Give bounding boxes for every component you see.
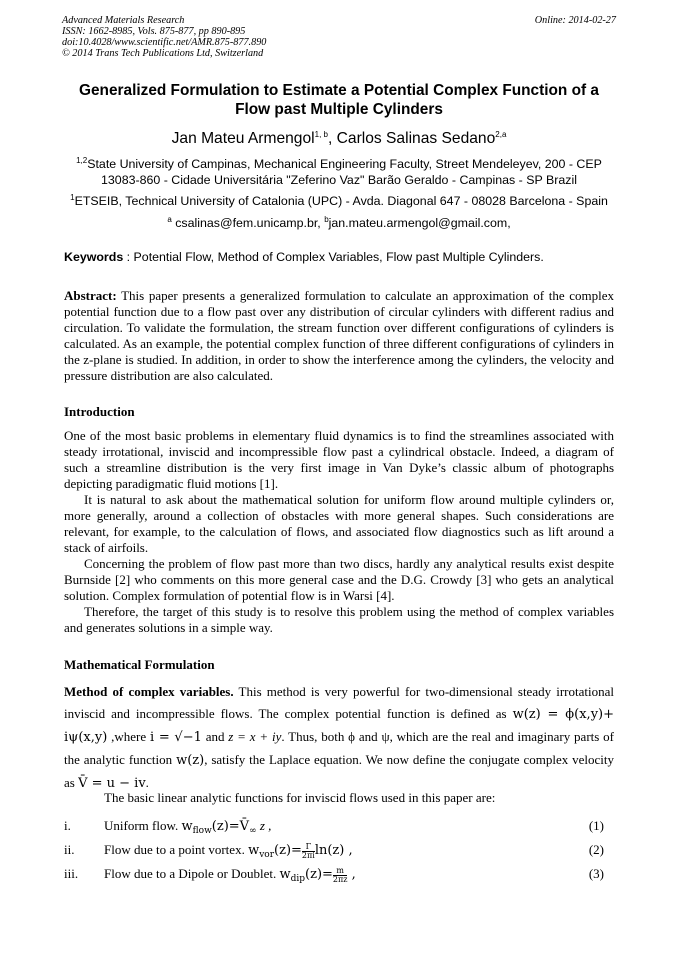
eq3-lhs: w bbox=[279, 867, 291, 882]
intro-paragraph-3: Concerning the problem of flow past more than two discs, hardly any analytical results exist despite Burnside [2] who comments on this more general case and the D.G. Crowdy [3] who gets an analytical solution. Complex formulation of potential flow is in Warsi [4]. bbox=[64, 556, 614, 603]
eq2-rhs: (z)= bbox=[274, 843, 302, 858]
math-paragraph-1 bbox=[64, 681, 614, 795]
eq3-sub: dip bbox=[290, 874, 306, 884]
math-text-e: , satisfy the Laplace equation. We now define the conjugate complex velocity as bbox=[64, 752, 614, 790]
math-text-d: . Thus, both ϕ and ψ, which are the real and imaginary parts of the analytic function bbox=[64, 729, 614, 767]
math-text-c: and bbox=[201, 729, 229, 744]
eq2-text bbox=[104, 842, 353, 860]
math-heading: Mathematical Formulation bbox=[64, 657, 215, 672]
eq3-rhs2: , bbox=[347, 867, 356, 882]
doi: doi:10.4028/www.scientific.net/AMR.875-877.890 bbox=[62, 37, 267, 48]
eq1-rhs: (z)=V̄ bbox=[211, 819, 250, 834]
eq2-sub: vor bbox=[259, 850, 275, 860]
affiliation-2 bbox=[62, 193, 616, 209]
eq1-rhs2: z , bbox=[256, 818, 272, 833]
intro-paragraph-2: It is natural to ask about the mathematical solution for uniform flow around multiple cylinders or, more generally, around a collection of obstacles with more general shapes. Such considerations are relevant, for example, to the calculation of flows, and associated flow diagnostics such as lift around a stack of airfoils. bbox=[64, 492, 614, 555]
eq2-rhs2: ln(z) , bbox=[314, 843, 353, 858]
eq1-inf: ∞ bbox=[249, 826, 257, 836]
eq3-label: Flow due to a Dipole or Doublet. bbox=[104, 866, 280, 881]
eq3-number: (3) bbox=[588, 866, 604, 881]
aff2-sup: 1 bbox=[70, 192, 75, 202]
paper-title: Generalized Formulation to Estimate a Potential Complex Function of a Flow past Multiple Cylinders bbox=[79, 82, 599, 118]
w-function: w(z) bbox=[176, 753, 205, 768]
equation-1 bbox=[64, 818, 614, 840]
aff2-text: ETSEIB, Technical University of Catalonia (UPC) - Avda. Diagonal 647 - 08028 Barcelona - Spain bbox=[74, 194, 608, 208]
email-a: csalinas@fem.unicamp.br, bbox=[171, 216, 325, 230]
abstract-label: Abstract: bbox=[64, 288, 117, 303]
eq2-number: (2) bbox=[588, 842, 604, 857]
eq1-label: Uniform flow. bbox=[104, 818, 182, 833]
eq1-text bbox=[104, 818, 271, 836]
equation-2 bbox=[64, 842, 614, 864]
aff1-line1: State University of Campinas, Mechanical Engineering Faculty, Street Mendeleyev, 200 - CEP bbox=[87, 157, 602, 171]
math-subheading: Method of complex variables. bbox=[64, 684, 234, 699]
journal-name: Advanced Materials Research bbox=[62, 15, 185, 26]
author-1: Jan Mateu Armengol bbox=[171, 130, 315, 147]
aff1-line2: 13083-860 - Cidade Universitária "Zeferino Vaz" Barão Geraldo - Campinas - SP Brazil bbox=[101, 173, 577, 187]
keywords-text: Potential Flow, Method of Complex Variables, Flow past Multiple Cylinders. bbox=[133, 250, 544, 264]
online-date: Online: 2014-02-27 bbox=[534, 15, 616, 26]
math-text-a: This method is very powerful for two-dimensional steady irrotational inviscid and incompressible flows. The complex potential function is defined as bbox=[64, 684, 614, 721]
eq3-text bbox=[104, 866, 356, 884]
introduction-heading: Introduction bbox=[64, 404, 135, 419]
i-definition: i = √−1 bbox=[149, 730, 202, 745]
w-definition: w(z) = ϕ(x,y)+ iψ(x,y) bbox=[64, 707, 614, 745]
issn: ISSN: 1662-8985, Vols. 875-877, pp 890-895 bbox=[62, 26, 246, 37]
keywords-colon: : bbox=[123, 250, 134, 264]
eq1-lhs: w bbox=[181, 819, 193, 834]
eq2-numerator: Γ bbox=[305, 841, 312, 851]
author-sep: , bbox=[327, 130, 337, 147]
z-definition: z = x + iy bbox=[228, 729, 282, 744]
eq3-denominator: 2πz bbox=[332, 874, 348, 884]
eq3-fraction bbox=[333, 867, 348, 884]
eq2-num: ii. bbox=[64, 842, 75, 857]
author-list bbox=[62, 130, 616, 148]
math-paragraph-2: The basic linear analytic functions for inviscid flows used in this paper are: bbox=[104, 790, 496, 805]
keywords bbox=[64, 250, 616, 264]
intro-paragraph-4: Therefore, the target of this study is to resolve this problem using the method of complex variables and generates solutions in a simple way. bbox=[64, 604, 614, 635]
email-a-sup: a bbox=[167, 214, 172, 224]
journal-header bbox=[62, 15, 616, 59]
email-b: jan.mateu.armengol@gmail.com, bbox=[328, 216, 511, 230]
math-text-b: ,where bbox=[107, 729, 150, 744]
eq3-numerator: m bbox=[336, 865, 344, 875]
eq2-lhs: w bbox=[248, 843, 260, 858]
equation-3 bbox=[64, 866, 614, 888]
math-text-f: . bbox=[145, 775, 149, 790]
emails bbox=[62, 215, 616, 231]
eq3-num: iii. bbox=[64, 866, 79, 881]
aff1-sup: 1,2 bbox=[76, 155, 88, 165]
abstract-text: This paper presents a generalized formulation to calculate an approximation of the complex potential function due to a flow past over any distribution of circular cylinders with different radius and circulation. To validate the formulation, the stream function over different configurations of cylinders is calculated. As an example, the potential complex function of three different configurations of cylinders in the z-plane is studied. In addition, in order to show the interference among the cylinders, the velocity and pressure distribution are also calculated. bbox=[64, 288, 614, 383]
eq2-label: Flow due to a point vortex. bbox=[104, 842, 249, 857]
abstract bbox=[64, 288, 614, 384]
eq1-number: (1) bbox=[588, 818, 604, 833]
eq2-fraction bbox=[302, 843, 315, 860]
keywords-label: Keywords bbox=[64, 250, 124, 264]
email-b-sup: b bbox=[324, 214, 329, 224]
introduction-body bbox=[64, 428, 614, 636]
affiliation-1 bbox=[62, 156, 616, 188]
eq3-rhs: (z)= bbox=[305, 867, 333, 882]
eq2-denominator: 2πi bbox=[301, 850, 315, 860]
author-1-sup: 1, b bbox=[314, 129, 328, 139]
v-definition: V̄ = u − iv bbox=[78, 776, 146, 791]
eq1-num: i. bbox=[64, 818, 71, 833]
intro-paragraph-1: One of the most basic problems in elementary fluid dynamics is to find the streamlines associated with steady irrotational, inviscid and incompressible flow past a cylindrical obstacle. Indeed, a diagram of such a streamline distribution is the very first image in Van Dyke’s classic album of photographs depicting paradigmatic fluid motions [1]. bbox=[64, 428, 614, 491]
copyright: © 2014 Trans Tech Publications Ltd, Switzerland bbox=[62, 48, 264, 59]
author-2-sup: 2,a bbox=[495, 129, 507, 139]
author-2: Carlos Salinas Sedano bbox=[336, 130, 496, 147]
eq1-sub: flow bbox=[192, 826, 212, 836]
